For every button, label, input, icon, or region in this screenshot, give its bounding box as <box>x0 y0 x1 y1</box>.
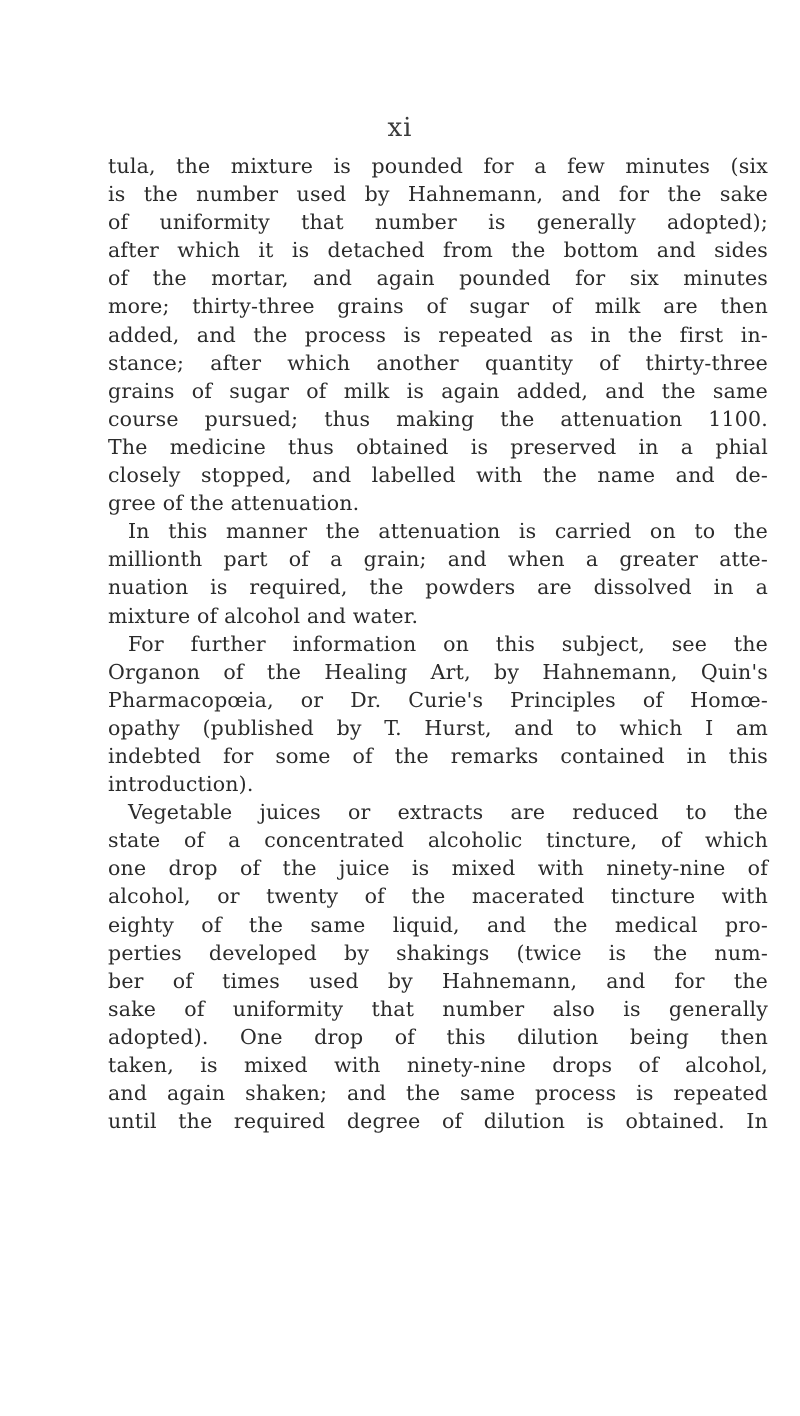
text-line: tula, the mixture is pounded for a few minutes (six <box>108 154 768 178</box>
text-line: state of a concentrated alcoholic tincture, of which <box>108 828 768 853</box>
text-line: Organon of the Healing Art, by Hahnemann, Quin's <box>108 659 768 684</box>
paragraph-end-line: introduction). <box>108 772 254 797</box>
text-line: is the number used by Hahnemann, and for the sake <box>108 182 768 207</box>
text-line: ber of times used by Hahnemann, and for the <box>108 968 768 993</box>
text-line: added, and the process is repeated as in the first in- <box>108 322 768 347</box>
page-number: xi <box>387 113 413 143</box>
text-line: Pharmacopœia, or Dr. Curie's Principles of Homœ- <box>108 687 768 712</box>
text-line: closely stopped, and labelled with the name and de- <box>108 463 768 488</box>
paragraph-start-line: Vegetable juices or extracts are reduced to the <box>128 800 768 825</box>
text-line: opathy (published by T. Hurst, and to which I am <box>108 715 768 740</box>
text-line: taken, is mixed with ninety-nine drops of alcohol, <box>108 1053 768 1077</box>
text-line: millionth part of a grain; and when a greater atte- <box>108 547 768 572</box>
paragraph-end-line: mixture of alcohol and water. <box>108 603 419 628</box>
text-line: one drop of the juice is mixed with ninety-nine of <box>108 856 768 881</box>
text-line: grains of sugar of milk is again added, and the same <box>108 378 768 403</box>
text-line: of uniformity that number is generally adopted); <box>108 210 768 235</box>
text-line: adopted). One drop of this dilution being then <box>108 1024 768 1049</box>
text-line: after which it is detached from the bottom and sides <box>108 238 768 263</box>
text-line: nuation is required, the powders are dissolved in a <box>108 575 768 600</box>
text-line: until the required degree of dilution is obtained. In <box>108 1109 768 1134</box>
text-line: stance; after which another quantity of thirty-three <box>108 350 768 375</box>
paragraph-end-line: gree of the attenuation. <box>108 491 360 516</box>
text-line: The medicine thus obtained is preserved in a phial <box>108 434 768 459</box>
text-line: eighty of the same liquid, and the medical pro- <box>108 912 768 937</box>
text-line: alcohol, or twenty of the macerated tincture with <box>108 884 768 909</box>
text-line: perties developed by shakings (twice is the num- <box>108 940 768 965</box>
text-line: sake of uniformity that number also is generally <box>108 996 768 1021</box>
text-line: more; thirty-three grains of sugar of milk are then <box>108 294 768 319</box>
paragraph-start-line: For further information on this subject, see the <box>128 631 768 656</box>
text-line: and again shaken; and the same process is repeated <box>108 1081 768 1106</box>
text-line: indebted for some of the remarks contained in this <box>108 743 768 768</box>
text-line: of the mortar, and again pounded for six minutes <box>108 266 768 291</box>
body-text <box>108 152 768 1135</box>
text-line: course pursued; thus making the attenuation 1100. <box>108 406 768 431</box>
paragraph-start-line: In this manner the attenuation is carried on to the <box>128 519 768 544</box>
